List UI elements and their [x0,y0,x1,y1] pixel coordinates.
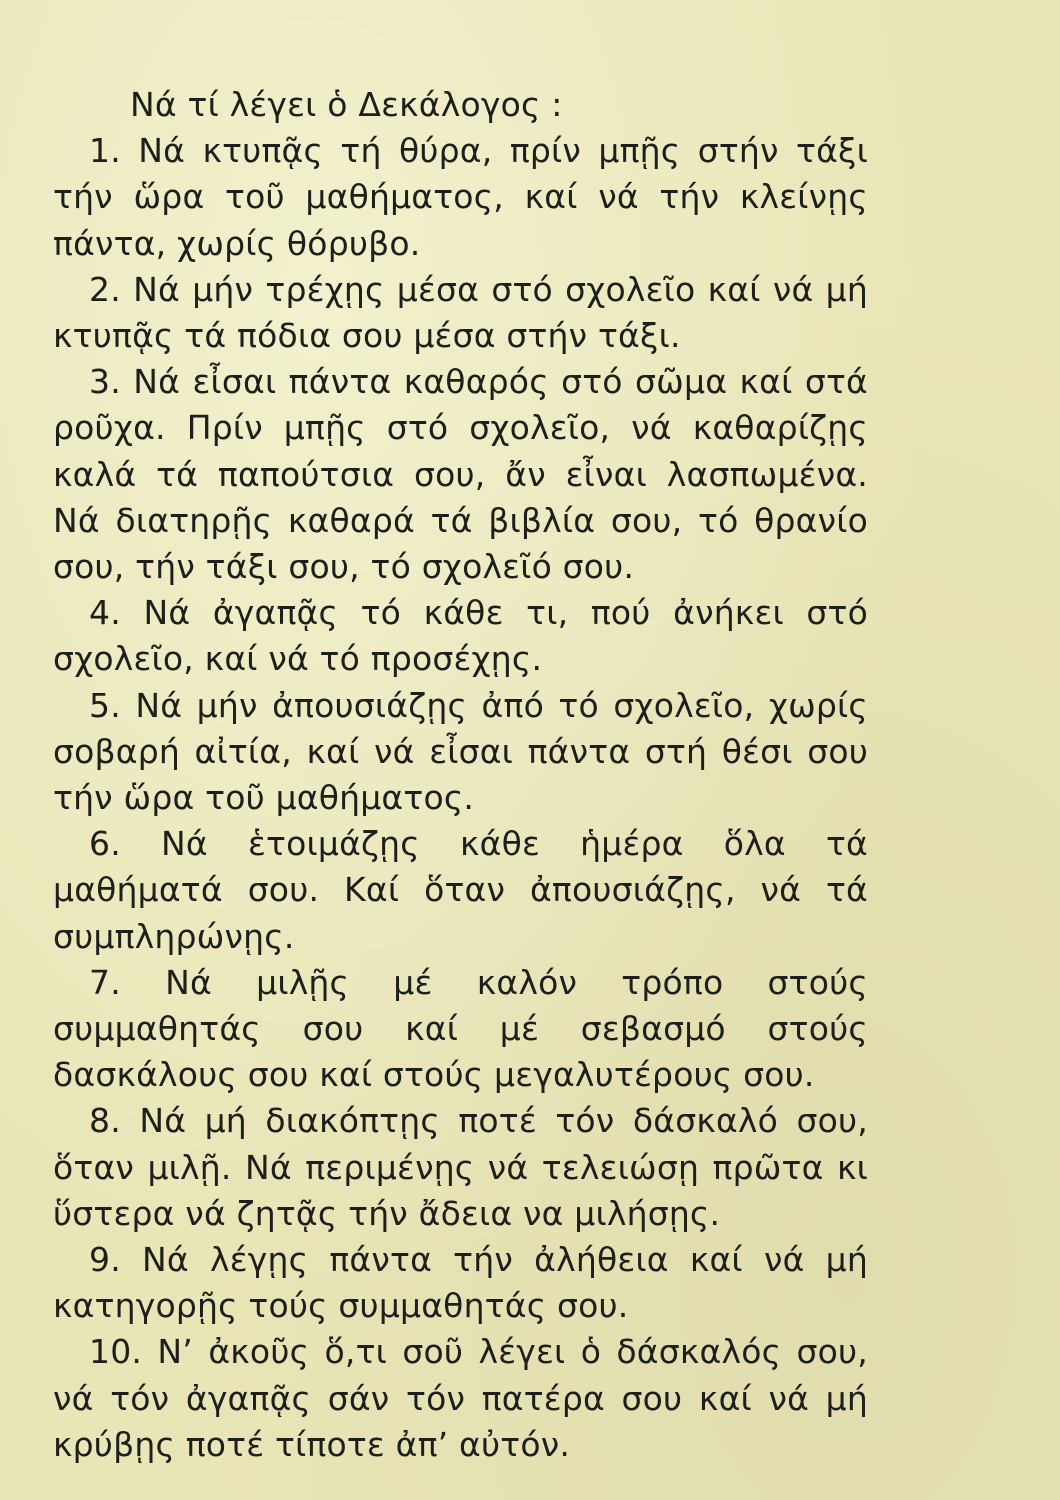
rule-text: Νά εἶσαι πάντα καθαρός στό σῶμα καί στά ροῦχα. Πρίν μπῇς στό σχολεῖο, νά καθαρίζῃς καλά τά παπούτσια σου, ἄν εἶναι λασπωμένα. Νά διατηρῇς καθαρά τά βιβλία σου, τό θρανίο σου, τήν τάξι σου, τό σχολεῖό σου. [53,362,868,587]
rule-item-5 [53,683,868,822]
rule-number: 1. [89,131,121,171]
rule-text: Νά μή διακόπτῃς ποτέ τόν δάσκαλό σου, ὅταν μιλῇ. Νά περιμένῃς νά τελειώσῃ πρῶτα κι ὕστερα νά ζητᾷς τήν ἄδεια να μιλήσῃς. [53,1101,868,1233]
rule-text: Νά ἀγαπᾷς τό κάθε τι, πού ἀνήκει στό σχολεῖο, καί νά τό προσέχῃς. [53,593,868,679]
rule-number: 7. [89,962,121,1002]
rule-item-4 [53,590,868,682]
rule-text: Νά λέγῃς πάντα τήν ἀλήθεια καί νά μή κατηγορῇς τούς συμμαθητάς σου. [53,1240,868,1326]
rule-number: 6. [89,824,121,864]
rule-text: Νά μήν τρέχῃς μέσα στό σχολεῖο καί νά μή κτυπᾷς τά πόδια σου μέσα στήν τάξι. [53,269,868,356]
rule-number: 3. [89,362,121,402]
rule-item-6 [53,821,868,960]
rule-item-7 [53,960,868,1099]
rule-number: 4. [89,593,121,633]
rule-text: Νά μιλῇς μέ καλόν τρόπο στούς συμμαθητάς σου καί μέ σεβασμό στούς δασκάλους σου καί στούς μεγαλυτέρους σου. [53,962,868,1095]
page-title: Νά τί λέγει ὁ Δεκάλογος : [130,85,563,124]
rule-item-8 [53,1098,868,1237]
rule-item-9 [53,1237,868,1329]
rule-number: 9. [89,1240,121,1280]
rule-text: Ν’ ἀκοῦς ὅ,τι σοῦ λέγει ὁ δάσκαλός σου, νά τόν ἀγαπᾷς σάν τόν πατέρα σου καί νά μή κρύβῃς ποτέ τίποτε ἀπ’ αὐτόν. [53,1332,868,1464]
rule-item-3 [53,359,868,590]
rule-item-2 [53,267,868,359]
rule-text: Νά ἑτοιμάζῃς κάθε ἡμέρα ὅλα τά μαθήματά σου. Καί ὅταν ἀπουσιάζῃς, νά τά συμπληρώνῃς. [53,824,868,956]
rule-text: Νά μήν ἀπουσιάζῃς ἀπό τό σχολεῖο, χωρίς σοβαρή αἰτία, καί νά εἶσαι πάντα στή θέσι σου τήν ὥρα τοῦ μαθήματος. [53,685,868,818]
rule-number: 5. [89,685,121,725]
text-block [53,82,868,1468]
rule-number: 8. [89,1101,121,1141]
rule-item-1 [53,128,868,267]
rule-number: 10. [89,1332,143,1372]
rule-text: Νά κτυπᾷς τή θύρα, πρίν μπῇς στήν τάξι τήν ὥρα τοῦ μαθήματος, καί νά τήν κλείνῃς πάντα, χωρίς θόρυβο. [53,131,868,263]
rule-item-10 [53,1329,868,1468]
rule-number: 2. [89,269,121,309]
